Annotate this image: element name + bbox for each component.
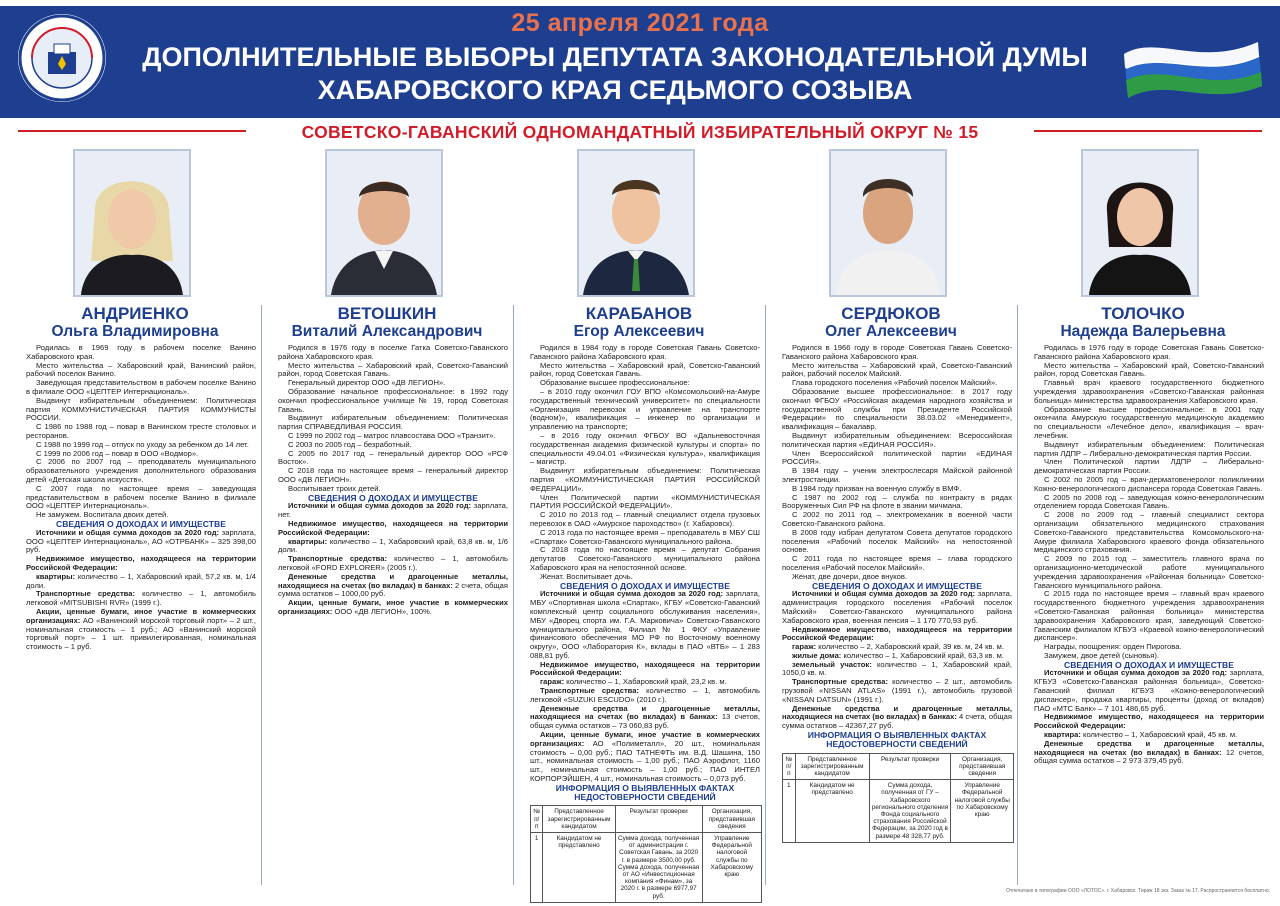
- page-title-line-2: ХАБАРОВСКОГО КРАЯ СЕДЬМОГО СОЗЫВА: [317, 75, 913, 105]
- candidate-info: [1034, 344, 1264, 766]
- candidate-column-3: [514, 145, 764, 900]
- candidate-column-4: [766, 145, 1016, 895]
- income-item-label: Недвижимое имущество, находящееся на территории Российской Федерации:: [26, 554, 256, 572]
- bio-paragraph: С 1987 по 2002 год – служба по контракту в рядах Вооруженных Сил РФ на флоте в звании мичмана.: [782, 492, 1012, 511]
- bio-paragraph: С 2018 года по настоящее время – депутат Собрания депутатов Советско-Гаванского муниципального района Хабаровского края на непостоянной основе.: [530, 545, 760, 572]
- table-cell: Кандидатом не представлено: [543, 833, 615, 903]
- candidate-given-names: Егор Алексеевич: [573, 323, 705, 340]
- income-item: [782, 626, 1012, 644]
- income-item-label: Источники и общая сумма доходов за 2020 год:: [1044, 668, 1228, 678]
- candidate-surname: АНДРИЕНКО: [81, 304, 189, 323]
- candidate-column-2: [262, 145, 512, 895]
- income-item: [530, 590, 760, 660]
- bio-paragraph: Воспитывает троих детей.: [288, 483, 381, 493]
- income-item-label: Недвижимое имущество, находящееся на территории Российской Федерации:: [1034, 712, 1264, 731]
- income-item: [278, 538, 508, 556]
- income-details: [26, 529, 256, 652]
- income-item-label: Денежные средства и драгоценные металлы, находящиеся на счетах (во вкладах) в банках:: [530, 703, 760, 722]
- income-item-text: ООО «ДВ ЛЕГИОН», 100%.: [332, 606, 432, 616]
- district-title: СОВЕТСКО-ГАВАНСКИЙ ОДНОМАНДАТНЫЙ ИЗБИРАТЕЛЬНЫЙ ОКРУГ № 15: [301, 122, 979, 142]
- income-item-text: количество – 2 шт., автомобиль грузовой «NISSAN ATLAS» (1991 г.), автомобиль грузовой «NISSAN DATSUN» (1991 г.).: [782, 677, 1012, 704]
- income-details: [530, 590, 760, 784]
- income-item: [1034, 669, 1264, 713]
- income-item-label: Акции, ценные бумаги, иное участие в коммерческих организациях:: [26, 606, 256, 625]
- table-cell: Кандидатом не представлено: [795, 780, 869, 843]
- income-item: [782, 705, 1012, 731]
- bio-paragraph: Выдвинут избирательным объединением: Политическая партия СПРАВЕДЛИВАЯ РОССИЯ.: [278, 413, 508, 432]
- bio-paragraph: Не замужем. Воспитала двоих детей.: [36, 510, 169, 520]
- verify-table: [530, 805, 762, 902]
- income-item-text: зарплата, ООО «ЦЕПТЕР Интернациональ», АО «ОТРБАНК» – 325 398,00 руб.: [26, 527, 256, 555]
- income-item-text: количество – 1, Хабаровский край, 45 кв. м.: [1080, 730, 1238, 740]
- income-item-label: Транспортные средства:: [792, 677, 889, 687]
- income-item-text: зарплата, КГБУЗ «Советско-Гаванская районная больница», Советско-Гаванский филиал КГБУЗ «Кожно-венерологический диспансер», продажа квартиры, проценты (доход от вкладов) ПАО «МТС Банк» – 7 101 486,65 руб.: [1034, 668, 1264, 713]
- income-item-label: Денежные средства и драгоценные металлы, находящиеся на счетах (во вкладах) в банках:: [782, 703, 1012, 722]
- income-item-label: Транспортные средства:: [36, 589, 136, 599]
- candidate-given-names: Надежда Валерьевна: [1060, 323, 1226, 340]
- candidate-given-names: Олег Алексеевич: [825, 323, 957, 340]
- candidate-surname: СЕРДЮКОВ: [841, 304, 941, 323]
- income-item-label: гараж:: [792, 642, 817, 652]
- verify-table-header: Результат проверки: [615, 806, 702, 833]
- bio-paragraph: Родился в 1966 году в городе Советская Гавань Советско-Гаванского района Хабаровского края.: [782, 343, 1012, 361]
- table-cell: 1: [783, 780, 796, 843]
- income-details: [1034, 669, 1264, 766]
- table-cell: Сумма дохода, полученная от ГУ – Хабаровского регионального отделения Фонда социального страхования Российской Федерации, за 2020 год в размере 48 328,77 руб.: [869, 780, 951, 843]
- income-item-label: Транспортные средства:: [540, 686, 640, 696]
- income-item-label: квартиры:: [288, 536, 328, 546]
- verify-table-header: Представленное зарегистрированным кандидатом: [795, 753, 869, 780]
- candidate-given-names: Виталий Александрович: [291, 323, 483, 340]
- table-row: [531, 833, 762, 903]
- income-item-label: Акции, ценные бумаги, иное участие в коммерческих организациях:: [278, 598, 508, 616]
- income-item: [278, 502, 508, 520]
- candidate-photo: [73, 149, 191, 297]
- income-item-label: Недвижимое имущество, находящееся на территории Российской Федерации:: [278, 518, 508, 537]
- income-item-text: АО «Ванинский морской торговый порт» – 2 шт., номинальная стоимость – 1 руб.; АО «Ванинский морской торговый порт» – 1 шт. привилегированная, номинальная стоимость – 1 руб.: [26, 615, 256, 652]
- income-item-label: квартиры:: [36, 571, 76, 581]
- income-item: [530, 705, 760, 731]
- income-item-label: Источники и общая сумма доходов за 2020 год:: [792, 589, 976, 599]
- bio-paragraph: С 2003 по 2005 год – безработный.: [288, 439, 412, 449]
- income-item: [530, 661, 760, 679]
- table-row: [783, 780, 1014, 843]
- income-item-label: Транспортные средства:: [288, 554, 388, 564]
- income-item-text: количество – 1, автомобиль легковой «MITSUBISHI RVR» (1999 г.).: [26, 589, 257, 608]
- income-item: [278, 573, 508, 599]
- bio-paragraph: Глава городского поселения «Рабочий поселок Майский».: [792, 378, 998, 388]
- bio-paragraph: С 2005 по 2017 год – генеральный директор ООО «РСФ Восток».: [278, 448, 508, 467]
- income-section-title: СВЕДЕНИЯ О ДОХОДАХ И ИМУЩЕСТВЕ: [308, 492, 478, 503]
- income-section-title: СВЕДЕНИЯ О ДОХОДАХ И ИМУЩЕСТВЕ: [560, 580, 730, 591]
- bio-paragraph: Выдвинут избирательным объединением: Политическая партия КОММУНИСТИЧЕСКАЯ ПАРТИЯ КОММУНИСТЫ РОССИИ.: [26, 395, 256, 423]
- bio-paragraph: С 2002 по 2011 год – электромеханик в военной части Советско-Гаванского района.: [782, 510, 1012, 528]
- bio-paragraph: С 1988 по 1999 год – отпуск по уходу за ребенком до 14 лет.: [36, 439, 249, 449]
- bio-paragraph: Член Всероссийской политической партии «ЕДИНАЯ РОССИЯ».: [782, 448, 1012, 467]
- bio-paragraph: С 1999 по 2006 год – повар в ООО «Водмор».: [36, 448, 199, 458]
- bio-paragraph: С 2013 года по настоящее время – преподаватель в МБУ СШ «Спартак» Советско-Гаванского муниципального района.: [530, 527, 760, 546]
- table-cell: Сумма дохода, полученная от администрации г. Советская Гавань, за 2020 г. в размере 3500,00 руб. Сумма дохода, полученная от АО «Инвестиционная компания «Финам», за 2020 г. в размере 6977,97 руб.: [615, 833, 702, 903]
- candidate-given-names: Ольга Владимировна: [51, 323, 219, 340]
- bio-paragraph: С 2005 по 2008 год – заведующая кожно-венерологическим отделением города Советская Гавань.: [1034, 492, 1264, 511]
- election-date: 25 апреля 2021 года: [511, 9, 769, 37]
- print-imprint: Отпечатано в типографии ООО «ЛОТОС». г. Хабаровск. Тираж 18 экз. Заказ № 17. Распространяется бесплатно.: [1006, 888, 1270, 894]
- candidate-info: [26, 344, 256, 652]
- income-item: [530, 687, 760, 705]
- bio-paragraph: Место жительства – Хабаровский край, Советско-Гаванский район, город Советская Гавань.: [1034, 360, 1264, 379]
- bio-paragraph: С 2002 по 2005 год – врач-дерматовенеролог поликлиники Кожно-венерологического диспансера города Советская Гавань.: [1034, 474, 1264, 493]
- bio-paragraph: С 2010 по 2013 год – главный специалист отдела грузовых перевозок в ОАО «Амурское пароходство» (г. Хабаровск).: [530, 510, 760, 528]
- bio-paragraph: В 2008 году избран депутатом Совета депутатов городского поселения «Рабочий поселок Майский» на непостоянной основе.: [782, 527, 1012, 555]
- income-item-text: зарплата, нет.: [278, 501, 508, 520]
- bio-paragraph: Родился в 1984 году в городе Советская Гавань Советско-Гаванского района Хабаровского края.: [530, 343, 760, 361]
- income-item-label: квартира:: [1044, 730, 1081, 740]
- income-item: [782, 590, 1012, 625]
- candidate-column-5: [1018, 145, 1268, 895]
- income-section-title: СВЕДЕНИЯ О ДОХОДАХ И ИМУЩЕСТВЕ: [812, 580, 982, 591]
- bio-paragraph: Генеральный директор ООО «ДВ ЛЕГИОН».: [288, 378, 446, 388]
- income-item-text: зарплата, МБУ «Спортивная школа «Спартак», КГБУ «Советско-Гаванский комплексный центр социального обслуживания населения», МБУ «Дворец спорта им. Г.А. Марковича» Советско-Гаванского муниципального района, Филиал № 1 ФКУ «Управление финансового обеспечения МО РФ по Восточному военному округу», ООО «Лаборатория К», вклады в ПАО «ВТБ» – 1 283 088,81 руб.: [530, 589, 760, 660]
- income-item-label: жилые дома:: [792, 650, 842, 660]
- verify-section-title: ИНФОРМАЦИЯ О ВЫЯВЛЕННЫХ ФАКТАХ НЕДОСТОВЕРНОСТИ СВЕДЕНИЙ: [555, 782, 735, 802]
- candidate-surname: ТОЛОЧКО: [1101, 304, 1185, 323]
- income-item: [1034, 713, 1264, 731]
- candidate-info: [278, 344, 508, 617]
- income-item: [278, 520, 508, 538]
- bio-paragraph: С 2011 года по настоящее время – глава городского поселения «Рабочий поселок Майский».: [782, 554, 1012, 572]
- income-item-label: земельный участок:: [792, 659, 872, 669]
- khabarovsk-flag-icon: [1118, 32, 1268, 106]
- income-item-text: 2 счета, общая сумма остатков – 1000,00 руб.: [278, 580, 509, 599]
- income-item-label: гараж:: [540, 677, 565, 687]
- verify-section-title: ИНФОРМАЦИЯ О ВЫЯВЛЕННЫХ ФАКТАХ НЕДОСТОВЕРНОСТИ СВЕДЕНИЙ: [807, 730, 987, 749]
- income-details: [782, 590, 1012, 731]
- verify-table-header: № п/п: [783, 753, 796, 780]
- income-item-label: Денежные средства и драгоценные металлы, находящиеся на счетах (во вкладах) в банках:: [278, 571, 508, 590]
- income-item-label: Недвижимое имущество, находящееся на территории Российской Федерации:: [782, 624, 1012, 643]
- verify-table-header: № п/п: [531, 806, 543, 833]
- bio-paragraph: Заведующая представительством в рабочем поселке Ванино в филиале ООО «ЦЕПТЕР Интернациональ».: [26, 378, 256, 396]
- election-commission-emblem-icon: [18, 14, 106, 102]
- income-item-label: Денежные средства и драгоценные металлы, находящиеся на счетах (во вкладах) в банках:: [1034, 738, 1264, 757]
- page-title-line-1: ДОПОЛНИТЕЛЬНЫЕ ВЫБОРЫ ДЕПУТАТА ЗАКОНОДАТЕЛЬНОЙ ДУМЫ: [142, 42, 1088, 72]
- candidate-column-1: [10, 145, 260, 895]
- verify-table-header: Результат проверки: [869, 753, 951, 780]
- table-cell: Управление Федеральной налоговой службы по Хабаровскому краю: [951, 780, 1014, 843]
- income-item: [26, 608, 256, 652]
- bio-paragraph: С 2007 года по настоящее время – заведующая представительством в рабочем поселке Ванино в филиале ООО «ЦЕПТЕР Интернациональ».: [26, 483, 256, 511]
- income-item-text: количество – 1, автомобиль легковой «SUZUKI ESCUDO» (2010 г.).: [530, 686, 761, 704]
- income-item: [782, 661, 1012, 679]
- income-item-text: 13 счетов, общая сумма остатков – 73 060,83 руб.: [530, 712, 760, 731]
- income-item-text: количество – 1, Хабаровский край, 23,2 кв. м.: [564, 677, 727, 687]
- candidate-surname: ВЕТОШКИН: [337, 304, 437, 323]
- bio-paragraph: Член Политической партии ЛДПР – Либерально-демократическая партия России.: [1034, 457, 1264, 476]
- bio-paragraph: Образование высшее профессиональное:: [540, 378, 690, 388]
- bio-paragraph: Место жительства – Хабаровский край, Советско-Гаванский район, город Советская Гавань.: [278, 360, 508, 379]
- bio-paragraph: Место жительства – Хабаровский край, Советско-Гаванский район, город Советская Гавань.: [530, 360, 760, 379]
- bio-paragraph: С 2008 по 2009 год – главный специалист сектора организации обязательного медицинского страхования Советско-Гаванского представительства Комсомольского-на-Амуре филиала Хабаровского краевого фонда обязательного медицинского страхования.: [1034, 510, 1264, 555]
- candidate-surname: КАРАБАНОВ: [585, 304, 693, 323]
- income-details: [278, 502, 508, 616]
- income-item-text: количество – 1, Хабаровский край, 63,8 кв. м, 1/6 доли.: [278, 536, 508, 555]
- income-item-label: Недвижимое имущество, находящееся на территории Российской Федерации:: [530, 659, 760, 678]
- income-item: [782, 678, 1012, 704]
- income-item: [278, 599, 508, 617]
- bio-paragraph: Образование высшее профессиональное: в 2001 году окончила Амурскую государственную медицинскую академию по специальности «Лечебное дело», квалификация – врач-лечебник.: [1034, 404, 1264, 440]
- income-item-text: 4 счета, общая сумма остатков – 42367,27 руб.: [782, 712, 1013, 731]
- income-item-text: зарплата, администрация городского поселения «Рабочий поселок Майский» Советско-Гаванского муниципального района Хабаровского края, военная пенсия – 1 170 770,93 руб.: [782, 589, 1012, 625]
- bio-paragraph: Образование высшее профессиональное: в 2017 году окончил ФГБОУ «Российская академия народного хозяйства и государственной службы при Президенте Российской Федерации» по специальности 38.03.02 «Менеджмент», квалификация – бакалавр.: [782, 386, 1012, 432]
- income-item-text: количество – 2, Хабаровский край, 39 кв. м, 24 кв. м.: [816, 642, 1004, 652]
- candidate-photo: [1081, 149, 1199, 297]
- table-cell: 1: [531, 833, 543, 903]
- bio-paragraph: Женат, две дочери, двое внуков.: [792, 571, 908, 581]
- bio-paragraph: С 2018 года по настоящее время – генеральный директор ООО «ДВ ЛЕГИОН».: [278, 466, 508, 484]
- income-item: [278, 555, 508, 573]
- bio-paragraph: – в 2016 году окончил ФГБОУ ВО «Дальневосточная государственная академия физической культуры и спорта» по специальности 49.04.01 «Физическая культура», квалификация – магистр.: [530, 430, 760, 467]
- candidate-photo: [577, 149, 695, 297]
- bio-paragraph: Выдвинут избирательным объединением: Политическая партия «КОММУНИСТИЧЕСКАЯ ПАРТИЯ РОССИЙСКОЙ ФЕДЕРАЦИИ».: [530, 466, 760, 493]
- bio-paragraph: – в 2010 году окончил ГОУ ВПО «Комсомольский-на-Амуре государственный технический университет» по специальности «Организация перевозок и управление на транспорте (водном)», квалификация – инженер по организации и управлению на транспорте;: [530, 386, 760, 432]
- bio-paragraph: Место жительства – Хабаровский край, Советско-Гаванский район, рабочий поселок Майский.: [782, 360, 1012, 379]
- bio-paragraph: Женат. Воспитывает дочь.: [540, 571, 633, 581]
- income-section-title: СВЕДЕНИЯ О ДОХОДАХ И ИМУЩЕСТВЕ: [56, 518, 226, 529]
- income-item-label: Источники и общая сумма доходов за 2020 год:: [36, 527, 220, 537]
- verify-table-header: Организация, представившая сведения: [702, 806, 761, 833]
- income-item: [530, 731, 760, 784]
- bio-paragraph: Образование начальное профессиональное: в 1992 году окончил профессиональное училище № 19, город Советская Гавань.: [278, 386, 508, 414]
- bio-paragraph: Родился в 1976 году в поселке Гатка Советско-Гаванского района Хабаровского края.: [278, 343, 508, 361]
- bio-paragraph: Родилась в 1969 году в рабочем поселке Ванино Хабаровского края.: [26, 343, 256, 361]
- bio-paragraph: Выдвинут избирательным объединением: Всероссийская политическая партия «ЕДИНАЯ РОССИЯ».: [782, 430, 1012, 449]
- income-item-label: Источники и общая сумма доходов за 2020 год:: [540, 589, 724, 599]
- bio-paragraph: Родилась в 1976 году в городе Советская Гавань Советско-Гаванского района Хабаровского края.: [1034, 343, 1264, 361]
- income-item-text: количество – 1, Хабаровский край, 57,2 кв. м, 1/4 доли.: [26, 571, 256, 590]
- bio-paragraph: С 2006 по 2007 год – преподаватель муниципального образовательного учреждения дополнительного образования детей «Детская школа искусств».: [26, 457, 256, 484]
- income-item: [26, 573, 256, 591]
- candidate-info: [530, 344, 760, 903]
- table-cell: Управление Федеральной налоговой службы по Хабаровскому краю: [702, 833, 761, 903]
- income-item-text: количество – 1, автомобиль легковой «FORD EXPLORER» (2005 г.).: [278, 554, 509, 572]
- income-item-text: количество – 1, Хабаровский край, 63,3 кв. м.: [841, 650, 1004, 660]
- income-section-title: СВЕДЕНИЯ О ДОХОДАХ И ИМУЩЕСТВЕ: [1064, 659, 1234, 670]
- bio-paragraph: Замужем, двое детей (сыновья).: [1044, 650, 1159, 660]
- income-item-text: количество – 1, Хабаровский край, 1050,0 кв. м.: [782, 659, 1012, 678]
- bio-paragraph: Награды, поощрения: орден Пирогова.: [1044, 642, 1182, 652]
- income-item-text: АО «Полиметалл», 20 шт., номинальная стоимость – 0,00 руб.; ПАО ТАТНЕФТЬ им. В.Д. Шашина, 150 шт., номинальная стоимость – 1,00 руб.; ПАО Аэрофлот, 1160 шт., номинальная стоимость – 1,00 руб.; ПАО ИНТЕЛ КОРПОРЭЙШЕН, 4 шт., номинальная стоимость – 0,073 руб.: [530, 738, 760, 784]
- candidate-photo: [829, 149, 947, 297]
- income-item: [26, 555, 256, 573]
- bio-paragraph: С 1986 по 1988 год – повар в Ванинском тресте столовых и ресторанов.: [26, 422, 256, 440]
- income-item: [26, 590, 256, 608]
- income-item-label: Источники и общая сумма доходов за 2020 год:: [288, 501, 472, 511]
- bio-paragraph: С 2015 года по настоящее время – главный врач краевого государственного бюджетного учреждения здравоохранения «Советско-Гаванская районная больница» министерства здравоохранения Хабаровского края, заведующий Советско-Гаванским филиалом КГБУЗ «Краевой кожно-венерологический диспансер».: [1034, 589, 1264, 643]
- candidate-photo: [325, 149, 443, 297]
- bio-paragraph: Место жительства – Хабаровский край, Ванинский район, рабочий поселок Ванино.: [26, 360, 256, 379]
- bio-paragraph: С 2009 по 2015 год – заместитель главного врача по организационно-методической работе муниципального учреждения здравоохранения «Районная больница» Советско-Гаванского муниципального района.: [1034, 554, 1264, 590]
- income-item-label: Акции, ценные бумаги, иное участие в коммерческих организациях:: [530, 730, 760, 748]
- bio-paragraph: С 1999 по 2002 год – матрос плавсостава ООО «Транзит».: [288, 430, 496, 440]
- income-item-text: 12 счетов, общая сумма остатков – 2 973 379,45 руб.: [1034, 747, 1264, 766]
- bio-paragraph: Выдвинут избирательным объединением: Политическая партия ЛДПР – Либерально-демократическая партия России.: [1034, 439, 1264, 458]
- verify-table: [782, 753, 1014, 843]
- bio-paragraph: Главный врач краевого государственного бюджетного учреждения здравоохранения «Советско-Гаванская районная больница» министерства здравоохранения Хабаровского края.: [1034, 378, 1264, 405]
- bio-paragraph: В 1984 году призван на военную службу в ВМФ.: [792, 483, 962, 493]
- verify-table-header: Организация, представившая сведения: [951, 753, 1014, 780]
- income-item: [1034, 740, 1264, 766]
- income-item: [26, 529, 256, 555]
- bio-paragraph: Член Политической партии «КОММУНИСТИЧЕСКАЯ ПАРТИЯ РОССИЙСКОЙ ФЕДЕРАЦИИ».: [530, 492, 760, 511]
- bio-paragraph: В 1984 году – ученик электрослесаря Майской районной электростанции.: [782, 466, 1012, 484]
- verify-table-header: Представленное зарегистрированным кандидатом: [543, 806, 615, 833]
- candidate-info: [782, 344, 1012, 843]
